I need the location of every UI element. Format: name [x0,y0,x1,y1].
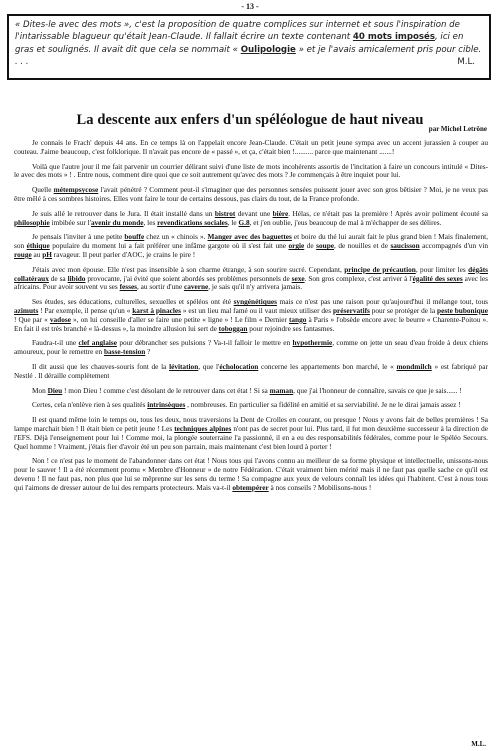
imposed-word: caverne [183,282,209,292]
article-title: La descente aux enfers d'un spéléologue de haut niveau [76,112,424,128]
paragraph-text: Je pensais l'inviter à une petite [32,232,125,242]
imposed-word: revendications sociales [157,217,228,227]
imposed-word: fesses [119,282,138,292]
imposed-word: philosophie [14,217,50,227]
intro-highlight-1: 40 mots imposés [352,32,435,43]
paragraph-text: , le [227,217,239,227]
paragraph-text: Mon [32,385,48,395]
paragraph-text: . Hélas, ce n'était pas la première ! Après avoir poliment écouté sa [288,208,488,218]
paragraph-text: de sa [48,273,68,283]
paragraph [14,387,488,396]
imposed-word: principe de précaution [344,264,416,274]
intro-text [15,19,483,68]
paragraph-text: imbibée sur l' [49,217,91,227]
paragraph-text: , je sais qu'il n'y arrivera jamais. [208,282,303,292]
paragraph-text: accompagnés d'un vin [419,241,488,251]
paragraph-text: . Son gros complexe, c'est arriver à l' [304,273,413,283]
paragraph-text: devant une [235,208,273,218]
imposed-word: Manger avec des baguettes [207,232,292,242]
article-author: par Michel Letrône [428,125,487,133]
paragraph-text: » est fabriqué par Nestlé . Il déraille complètement [14,361,488,380]
imposed-word: mondmilch [396,361,432,371]
paragraph-text: à Paris » l'obsède encore avec le beurre « Charente-Poitou ». En fait il est très branché « là-dessus », la moindre allusion lui sert de [14,314,488,333]
imposed-word: sexe [291,273,305,283]
imposed-word: orgie [288,241,305,251]
imposed-word: vadose [49,314,71,324]
paragraph-text: Il dit aussi que les chauves-souris font de la [32,361,170,371]
paragraph-text: Quelle [32,185,54,195]
paragraph-text: pour rejoindre ses fantasmes. [247,323,335,333]
paragraph [14,416,488,451]
intro-signature: M.L. [457,56,475,67]
imposed-word: rouge [14,249,32,259]
paragraph [14,210,488,228]
paragraph [14,266,488,292]
imposed-word: hypothermie [292,338,333,348]
paragraph-text: chez un « chinois ». [144,232,208,242]
paragraph-text: Certes, cela n'enlève rien à ses qualités [32,400,148,410]
paragraph-text: Ses études, ses éducations, culturelles, sexuelles et spéléos ont été [32,297,234,307]
imposed-word: karst à pinacles [132,305,181,315]
paragraph-text: , nombreuses. En particulier sa fidélité en amitié et sa serviabilité. Je ne le dirai jamais assez ! [185,400,461,410]
paragraph [14,163,488,181]
paragraph [14,401,488,410]
imposed-word: métempsycose [53,185,99,195]
paragraph [14,457,488,492]
imposed-word: égalité des sexes [412,273,463,283]
imposed-word: basse-tension [103,347,146,357]
paragraph-text: Je connais le Frach' depuis 44 ans. En ce temps là on l'appelait encore Jean-Claude. C'était un petit jeune sympa avec un accent jurassien à couper au couteau. J'aime beaucoup, c'est folklorique. Il n'avait pas encore de « passé », et ça, c'était bien !.......... parce que maintenant .......! [14,138,488,156]
imposed-word: écholocation [219,361,259,371]
imposed-word: soupe [316,241,335,251]
paragraph-text: ! mon Dieu ! comme c'est désolant de le retrouver dans cet état ! Si sa [62,385,270,395]
paragraph-text: provocante, j'ai évité que soient abordés ses problèmes personnels de [85,273,292,283]
paragraph-text: , que l' [198,361,220,371]
paragraph-text: Je suis allé le retrouver dans le Jura. Il était installé dans un [32,208,215,218]
imposed-word: préservatifs [332,305,370,315]
paragraph-text: populaire du moment lui a fait préférer une infâme gargote où il s'est fait une [49,241,289,251]
paragraph-text: à nos conseils ? Mobilisons-nous ! [268,482,372,492]
paragraph-text: » est un lieu mal famé ou il vaut mieux utiliser des [180,305,333,315]
paragraph-text: , pour limiter les [415,264,469,274]
paragraph-text: ! Par exemple, il pense qu'un « [38,305,133,315]
paragraph-text: Non ! ce n'est pas le moment de l'abandonner dans cet état ! Nous tous qui l'avons connu au meilleur de sa forme physique et intellectuelle, unissons-nous pour le sauver ! Il a été récemment promu « Membre d'Honneur » de notre Fédération. C'était vraiment bien mérité mais il ne faut pas quelle sache ce qu'il est devenu ! Il ne faut pas, non plus que lui se mêprenne sur les sens du terme ! Sa compagne aux yeux de velours connaît les idées qui l'habitent. C'est à nous tous qui l'aimons de dresser autour de lui des remparts protecteurs. Mais va-t-il [14,456,488,492]
paragraph [14,186,488,204]
imposed-word: éthique [26,241,50,251]
imposed-word: bouffe [124,232,145,242]
intro-highlight-2: Oulipologie [240,44,296,55]
paragraph-text: Voilà que l'autre jour il me fait parvenir un courrier délirant suivi d'une liste de mots incohérents assortis de l'incitation à faire un concours intitulé « Dites-le avec des mots » ! . Entre nous, comment dire quoi que ce soit autrement qu'avec des mots ? Je commençais à être inquiet pour lui. [14,161,488,180]
paragraph-text: », on lui conseille d'aller se faire une petite « ligne » ! Le film « Dernier [70,314,289,324]
paragraph-text: avec les africains. Pour avoir souvent vu ses [14,273,488,292]
paragraph-text: ? [145,347,151,357]
paragraph [14,298,488,333]
paragraph-text: , comme on jette un seau d'eau froide à deux chiens amoureux, pour le remettre en [14,338,488,357]
imposed-word: intrinsèques [147,400,186,410]
article-body [14,139,488,499]
paragraph-text: l'avait pénétré ? Comment peut-il s'imaginer que des personnes sensées puissent jouer avec son gros bêtisier ? Moi, je ne veux pas être mêlé à ces sombres histoires. Elles vont faire le tour de certains dessous, pas clairs du tout, de la France profonde. [14,185,488,203]
imposed-word: obtempérer [232,482,269,492]
imposed-word: maman [269,385,294,395]
imposed-word: libido [67,273,86,283]
paragraph [14,339,488,357]
imposed-word: peste bubonique [437,305,488,315]
paragraph-text: mais ce n'est pas une raison pour qu'aujourd'hui il mélange tout, tous [276,297,488,307]
paragraph-text: et boire du thé lui aurait fait le plus grand bien ! Mais finalement, son [14,232,488,251]
paragraph-text: , les [143,217,158,227]
imposed-word: bistrot [214,208,236,218]
paragraph-text: n'ont pas de secret pour lui. Plus tard, il fut mon deuxième successeur à la direction de l'EFS. Déjà l'enseignement pour lui ! Comme moi, la plongée souterraine l'a passionné, il en a eu des responsabilités fédérales, comme pour le Spéléo Secours. Quel homme ! Vraiment, j'étais fier d'avoir été un peu son parrain, mais maintenant c'est bien lourd à porter ! [14,423,488,451]
paragraph [14,233,488,259]
imposed-word: G.8 [238,217,250,227]
paragraph-text: au [31,249,43,259]
paragraph-text: , de nouilles et de [334,241,391,251]
paragraph-text: J'étais avec mon épouse. Elle n'est pas insensible à son charme étrange, à son sourire sucré. Cependant, [32,264,345,274]
imposed-word: avenir du monde [90,217,144,227]
imposed-word: syngénétiques [233,297,277,307]
paragraph-text: ! Que par « [14,314,50,324]
intro-text-part-1: « Dites-le avec des mots », c'est la proposition de quatre complices sur internet et sous l'inspiration de l'intarissable blagueur qu'était Jean-Claude. Il fallait écrire un texte contenant [15,20,460,43]
paragraph-text: , et j'en oublie, j'eus beaucoup de mal à m'échapper de ses délires. [249,217,442,227]
paragraph-text: concerne les appartements bon marché, le « [258,361,397,371]
paragraph-text: de [304,241,317,251]
imposed-word: Dieu [47,385,63,395]
page-number: - 13 - [241,2,259,11]
intro-box [7,14,491,80]
imposed-word: saucisson [390,241,420,251]
paragraph-text: Il est quand même loin le temps ou, tous les deux, nous traversions la Dent de Crolles en courant, ou presque ! Nous y avons fait de belles premières ! Sa lampe marchait bien ! Il était bien ce petit jeune ! Les [14,415,488,433]
imposed-word: techniques alpines [174,423,232,433]
paragraph-text: , que j'ai l'honneur de connaître, savais ce que je sais...... ! [293,385,462,395]
paragraph [14,139,488,157]
paragraph-text: pour débrancher ses pulsions ? Va-t-il falloir le mettre en [116,338,293,348]
imposed-word: azimuts [14,305,39,315]
imposed-word: dégâts collatéraux [14,264,489,283]
article-signature: M.L. [471,740,486,748]
imposed-word: lévitation [169,361,199,371]
imposed-word: clef anglaise [78,338,117,348]
paragraph-text: Faudra-t-il une [32,338,79,348]
imposed-word: pH [42,249,52,259]
intro-text-part-2: , ici en gras et soulignés. Il avait dit que cela se nommait « [15,32,464,55]
paragraph-text: pour se protéger de la [369,305,438,315]
imposed-word: bière [272,208,289,218]
intro-text-part-3: » et je l'avais amicalement pris pour cible. . . . [15,44,482,67]
paragraph [14,363,488,381]
imposed-word: tango [288,314,307,324]
paragraph-text: ravageur. Il peut parler d'AOC, je crains le pire ! [51,249,196,259]
imposed-word: toboggan [218,323,248,333]
paragraph-text: , au sortir d'une [137,282,184,292]
